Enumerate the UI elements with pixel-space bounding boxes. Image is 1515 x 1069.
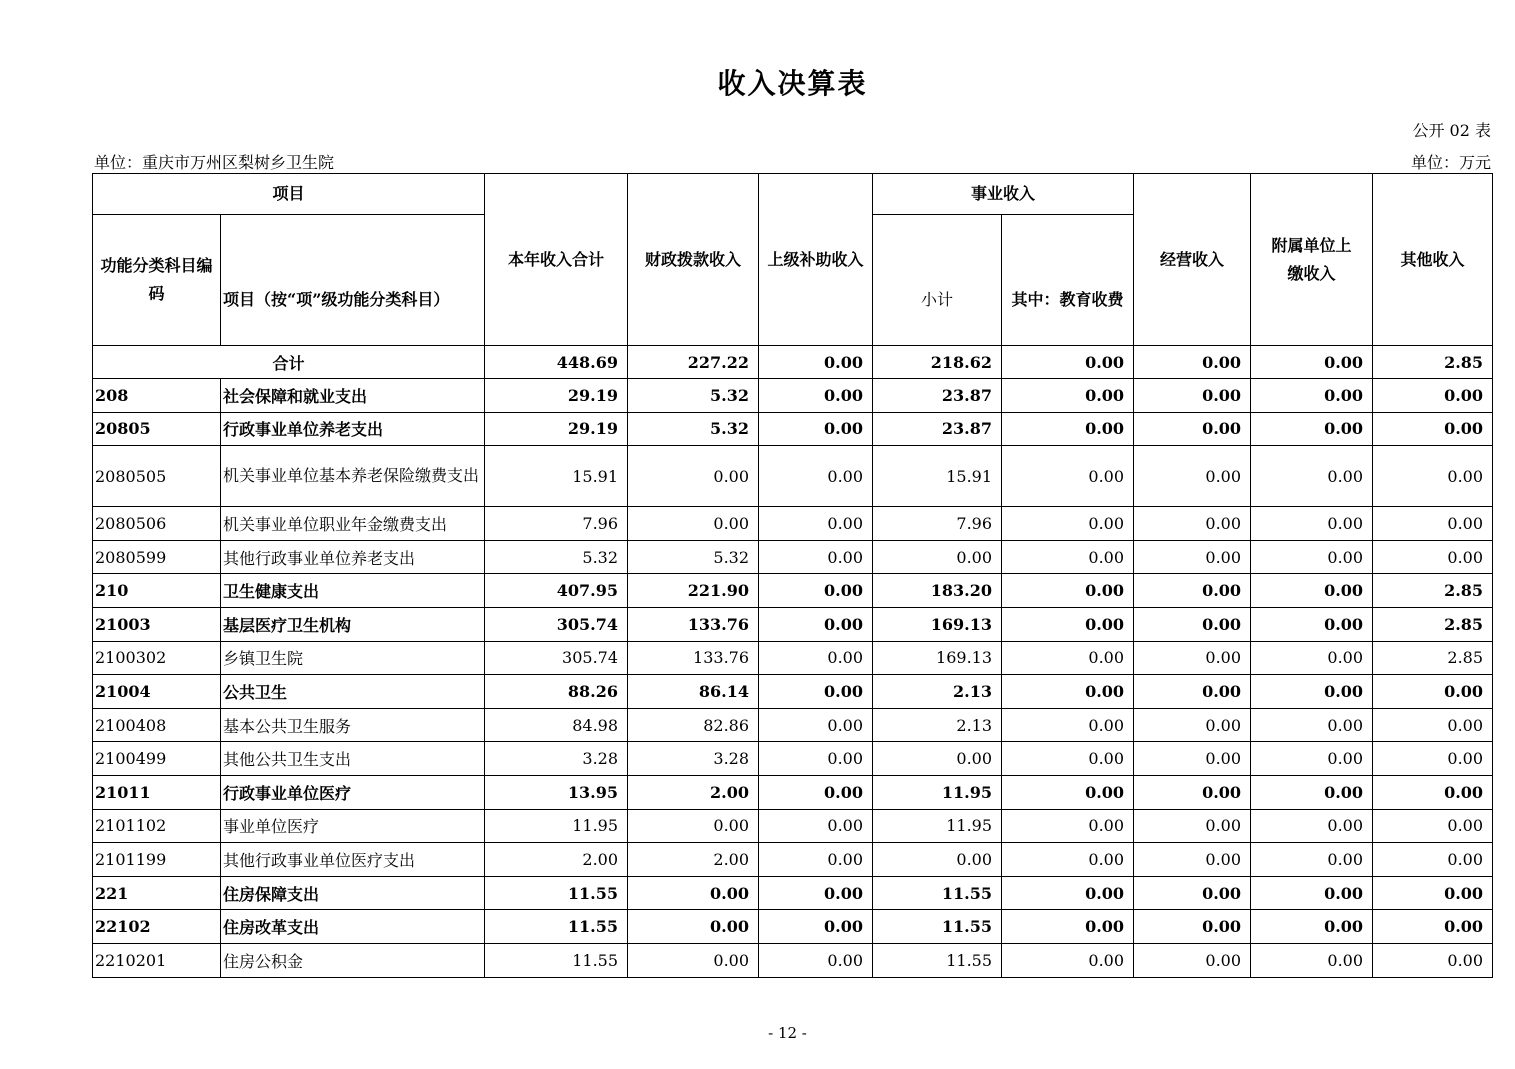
row-value-cell: 0.00 <box>1251 843 1373 877</box>
row-value-cell: 407.95 <box>485 574 628 608</box>
row-code: 2100302 <box>93 641 221 675</box>
row-value-cell: 0.00 <box>759 641 873 675</box>
row-value-cell: 7.96 <box>485 507 628 541</box>
row-value-cell: 0.00 <box>1251 742 1373 776</box>
row-value-cell: 2.85 <box>1373 574 1493 608</box>
header-other-income: 其他收入 <box>1373 174 1493 346</box>
row-code: 2100499 <box>93 742 221 776</box>
header-code: 功能分类科目编码 <box>93 215 221 346</box>
row-value-cell: 15.91 <box>873 446 1002 507</box>
row-value-cell: 0.00 <box>1002 843 1134 877</box>
row-value-cell: 2.00 <box>485 843 628 877</box>
income-table <box>92 173 1493 978</box>
row-value-cell: 0.00 <box>1373 876 1493 910</box>
row-value-cell: 2.13 <box>873 708 1002 742</box>
row-value-cell: 133.76 <box>628 607 759 641</box>
row-value-cell: 0.00 <box>1134 574 1251 608</box>
row-value-cell: 0.00 <box>759 943 873 977</box>
total-cell: 227.22 <box>628 346 759 379</box>
header-business-income: 事业收入 <box>873 174 1134 215</box>
row-value-cell: 0.00 <box>759 607 873 641</box>
row-value-cell: 169.13 <box>873 607 1002 641</box>
total-cell: 448.69 <box>485 346 628 379</box>
row-value-cell: 11.55 <box>485 910 628 944</box>
row-value-cell: 0.00 <box>759 379 873 413</box>
table-row <box>93 540 1493 574</box>
row-value-cell: 29.19 <box>485 412 628 446</box>
row-value-cell: 0.00 <box>1251 708 1373 742</box>
row-value-cell: 11.55 <box>485 876 628 910</box>
row-value-cell: 0.00 <box>1373 379 1493 413</box>
row-value-cell: 0.00 <box>1251 574 1373 608</box>
table-row <box>93 876 1493 910</box>
table-row <box>93 574 1493 608</box>
row-value-cell: 0.00 <box>759 876 873 910</box>
total-cell: 0.00 <box>1134 346 1251 379</box>
row-code: 2101102 <box>93 809 221 843</box>
row-value-cell: 0.00 <box>759 843 873 877</box>
page-number: - 12 - <box>768 1024 807 1042</box>
row-value-cell: 0.00 <box>759 412 873 446</box>
row-value-cell: 0.00 <box>1134 507 1251 541</box>
table-row <box>93 809 1493 843</box>
row-value-cell: 169.13 <box>873 641 1002 675</box>
row-value-cell: 0.00 <box>1373 708 1493 742</box>
row-value-cell: 0.00 <box>759 540 873 574</box>
row-value-cell: 0.00 <box>1002 507 1134 541</box>
row-value-cell: 0.00 <box>873 843 1002 877</box>
row-value-cell: 0.00 <box>1251 379 1373 413</box>
row-value-cell: 7.96 <box>873 507 1002 541</box>
row-value-cell: 0.00 <box>1134 607 1251 641</box>
header-project: 项目 <box>93 174 485 215</box>
row-code: 2101199 <box>93 843 221 877</box>
row-value-cell: 0.00 <box>759 708 873 742</box>
row-value-cell: 11.55 <box>873 910 1002 944</box>
row-value-cell: 0.00 <box>1002 540 1134 574</box>
header-operating-income: 经营收入 <box>1134 174 1251 346</box>
row-value-cell: 0.00 <box>628 809 759 843</box>
row-value-cell: 84.98 <box>485 708 628 742</box>
row-value-cell: 0.00 <box>1373 540 1493 574</box>
row-item-name: 机关事业单位职业年金缴费支出 <box>221 507 485 541</box>
row-value-cell: 0.00 <box>1373 507 1493 541</box>
row-value-cell: 0.00 <box>1251 412 1373 446</box>
row-value-cell: 0.00 <box>1251 641 1373 675</box>
row-value-cell: 0.00 <box>1251 876 1373 910</box>
row-item-name: 乡镇卫生院 <box>221 641 485 675</box>
table-row <box>93 708 1493 742</box>
row-value-cell: 3.28 <box>628 742 759 776</box>
row-value-cell: 0.00 <box>1002 943 1134 977</box>
row-code: 2080599 <box>93 540 221 574</box>
table-row <box>93 379 1493 413</box>
currency-unit: 单位：万元 <box>1410 153 1491 172</box>
row-code: 21004 <box>93 675 221 709</box>
header-superior-subsidy: 上级补助收入 <box>759 174 873 346</box>
row-value-cell: 0.00 <box>1002 809 1134 843</box>
row-value-cell: 0.00 <box>1134 876 1251 910</box>
row-value-cell: 0.00 <box>1373 675 1493 709</box>
row-value-cell: 0.00 <box>1251 675 1373 709</box>
row-value-cell: 0.00 <box>1373 446 1493 507</box>
row-value-cell: 0.00 <box>1251 910 1373 944</box>
row-value-cell: 0.00 <box>1002 412 1134 446</box>
row-value-cell: 23.87 <box>873 379 1002 413</box>
row-value-cell: 0.00 <box>1002 708 1134 742</box>
row-value-cell: 0.00 <box>1002 742 1134 776</box>
row-value-cell: 11.95 <box>873 809 1002 843</box>
row-value-cell: 0.00 <box>1134 708 1251 742</box>
row-value-cell: 0.00 <box>1134 412 1251 446</box>
header-total-income: 本年收入合计 <box>485 174 628 346</box>
row-item-name: 公共卫生 <box>221 675 485 709</box>
row-value-cell: 0.00 <box>628 943 759 977</box>
row-value-cell: 0.00 <box>873 540 1002 574</box>
row-value-cell: 86.14 <box>628 675 759 709</box>
row-item-name: 行政事业单位医疗 <box>221 775 485 809</box>
row-value-cell: 0.00 <box>759 507 873 541</box>
table-header <box>93 174 1493 346</box>
row-value-cell: 183.20 <box>873 574 1002 608</box>
row-code: 2080505 <box>93 446 221 507</box>
row-value-cell: 221.90 <box>628 574 759 608</box>
row-value-cell: 0.00 <box>873 742 1002 776</box>
table-row <box>93 675 1493 709</box>
table-row <box>93 910 1493 944</box>
row-value-cell: 0.00 <box>628 446 759 507</box>
row-value-cell: 5.32 <box>628 540 759 574</box>
row-value-cell: 2.13 <box>873 675 1002 709</box>
row-value-cell: 0.00 <box>1134 540 1251 574</box>
row-value-cell: 82.86 <box>628 708 759 742</box>
page-title: 收入决算表 <box>717 67 868 100</box>
row-item-name: 机关事业单位基本养老保险缴费支出 <box>221 446 485 507</box>
row-value-cell: 11.55 <box>873 943 1002 977</box>
row-value-cell: 0.00 <box>1134 675 1251 709</box>
row-item-name: 事业单位医疗 <box>221 809 485 843</box>
total-cell: 0.00 <box>1251 346 1373 379</box>
row-value-cell: 0.00 <box>1251 775 1373 809</box>
row-value-cell: 2.85 <box>1373 607 1493 641</box>
row-value-cell: 0.00 <box>628 910 759 944</box>
row-value-cell: 0.00 <box>1134 446 1251 507</box>
row-value-cell: 29.19 <box>485 379 628 413</box>
row-value-cell: 0.00 <box>1373 412 1493 446</box>
row-value-cell: 0.00 <box>1251 507 1373 541</box>
row-value-cell: 0.00 <box>1251 943 1373 977</box>
row-item-name: 卫生健康支出 <box>221 574 485 608</box>
row-value-cell: 0.00 <box>1002 574 1134 608</box>
row-value-cell: 0.00 <box>1251 540 1373 574</box>
row-item-name: 基层医疗卫生机构 <box>221 607 485 641</box>
row-value-cell: 3.28 <box>485 742 628 776</box>
row-value-cell: 5.32 <box>485 540 628 574</box>
table-row <box>93 507 1493 541</box>
row-item-name: 社会保障和就业支出 <box>221 379 485 413</box>
row-value-cell: 13.95 <box>485 775 628 809</box>
row-value-cell: 2.85 <box>1373 641 1493 675</box>
row-value-cell: 23.87 <box>873 412 1002 446</box>
table-row <box>93 742 1493 776</box>
row-value-cell: 0.00 <box>1251 607 1373 641</box>
header-affiliated-income: 附属单位上缴收入 <box>1251 174 1373 346</box>
row-value-cell: 11.55 <box>873 876 1002 910</box>
row-value-cell: 11.95 <box>873 775 1002 809</box>
row-value-cell: 305.74 <box>485 607 628 641</box>
table-row <box>93 843 1493 877</box>
header-fiscal-income: 财政拨款收入 <box>628 174 759 346</box>
total-cell: 0.00 <box>1002 346 1134 379</box>
row-value-cell: 0.00 <box>1373 943 1493 977</box>
row-value-cell: 2.00 <box>628 843 759 877</box>
row-value-cell: 0.00 <box>1002 876 1134 910</box>
row-code: 210 <box>93 574 221 608</box>
row-item-name: 行政事业单位养老支出 <box>221 412 485 446</box>
row-value-cell: 0.00 <box>1373 843 1493 877</box>
header-subtotal: 小计 <box>873 215 1002 346</box>
table-row <box>93 943 1493 977</box>
row-value-cell: 0.00 <box>628 876 759 910</box>
row-code: 20805 <box>93 412 221 446</box>
row-value-cell: 0.00 <box>1002 641 1134 675</box>
table-row <box>93 446 1493 507</box>
row-value-cell: 0.00 <box>759 574 873 608</box>
row-item-name: 其他行政事业单位医疗支出 <box>221 843 485 877</box>
row-value-cell: 15.91 <box>485 446 628 507</box>
row-code: 221 <box>93 876 221 910</box>
row-item-name: 住房改革支出 <box>221 910 485 944</box>
row-value-cell: 0.00 <box>1002 379 1134 413</box>
header-item-name: 项目（按“项”级功能分类科目） <box>221 215 485 346</box>
row-value-cell: 0.00 <box>1373 910 1493 944</box>
row-value-cell: 0.00 <box>759 446 873 507</box>
row-value-cell: 0.00 <box>1002 675 1134 709</box>
row-value-cell: 0.00 <box>1002 607 1134 641</box>
table-row <box>93 641 1493 675</box>
row-value-cell: 2.00 <box>628 775 759 809</box>
row-value-cell: 0.00 <box>1373 775 1493 809</box>
row-value-cell: 0.00 <box>1251 809 1373 843</box>
row-value-cell: 88.26 <box>485 675 628 709</box>
row-value-cell: 0.00 <box>1134 943 1251 977</box>
row-value-cell: 0.00 <box>1251 446 1373 507</box>
row-value-cell: 11.95 <box>485 809 628 843</box>
row-value-cell: 0.00 <box>1002 446 1134 507</box>
row-value-cell: 133.76 <box>628 641 759 675</box>
row-code: 21003 <box>93 607 221 641</box>
row-value-cell: 0.00 <box>759 742 873 776</box>
table-row <box>93 607 1493 641</box>
row-value-cell: 0.00 <box>759 910 873 944</box>
row-value-cell: 0.00 <box>759 809 873 843</box>
total-cell: 2.85 <box>1373 346 1493 379</box>
row-item-name: 其他公共卫生支出 <box>221 742 485 776</box>
row-value-cell: 0.00 <box>759 775 873 809</box>
row-value-cell: 0.00 <box>759 675 873 709</box>
row-code: 2210201 <box>93 943 221 977</box>
total-label: 合计 <box>93 346 485 379</box>
row-value-cell: 0.00 <box>1134 910 1251 944</box>
row-code: 208 <box>93 379 221 413</box>
row-code: 2100408 <box>93 708 221 742</box>
row-value-cell: 0.00 <box>1134 641 1251 675</box>
row-value-cell: 0.00 <box>1373 809 1493 843</box>
row-value-cell: 0.00 <box>1134 775 1251 809</box>
header-education-fee: 其中：教育收费 <box>1002 215 1134 346</box>
row-code: 22102 <box>93 910 221 944</box>
table-body <box>93 346 1493 978</box>
row-code: 2080506 <box>93 507 221 541</box>
row-value-cell: 0.00 <box>1134 843 1251 877</box>
row-value-cell: 5.32 <box>628 379 759 413</box>
table-number: 公开 02 表 <box>1412 121 1491 140</box>
row-value-cell: 0.00 <box>1002 775 1134 809</box>
row-item-name: 其他行政事业单位养老支出 <box>221 540 485 574</box>
row-value-cell: 0.00 <box>1134 379 1251 413</box>
total-cell: 0.00 <box>759 346 873 379</box>
reporting-unit: 单位：重庆市万州区梨树乡卫生院 <box>94 153 335 172</box>
row-item-name: 住房保障支出 <box>221 876 485 910</box>
table-row <box>93 412 1493 446</box>
row-item-name: 基本公共卫生服务 <box>221 708 485 742</box>
row-value-cell: 5.32 <box>628 412 759 446</box>
row-value-cell: 305.74 <box>485 641 628 675</box>
row-item-name: 住房公积金 <box>221 943 485 977</box>
row-value-cell: 0.00 <box>1134 809 1251 843</box>
row-value-cell: 11.55 <box>485 943 628 977</box>
row-value-cell: 0.00 <box>628 507 759 541</box>
total-row <box>93 346 1493 379</box>
row-value-cell: 0.00 <box>1134 742 1251 776</box>
row-value-cell: 0.00 <box>1002 910 1134 944</box>
total-cell: 218.62 <box>873 346 1002 379</box>
row-code: 21011 <box>93 775 221 809</box>
row-value-cell: 0.00 <box>1373 742 1493 776</box>
table-row <box>93 775 1493 809</box>
